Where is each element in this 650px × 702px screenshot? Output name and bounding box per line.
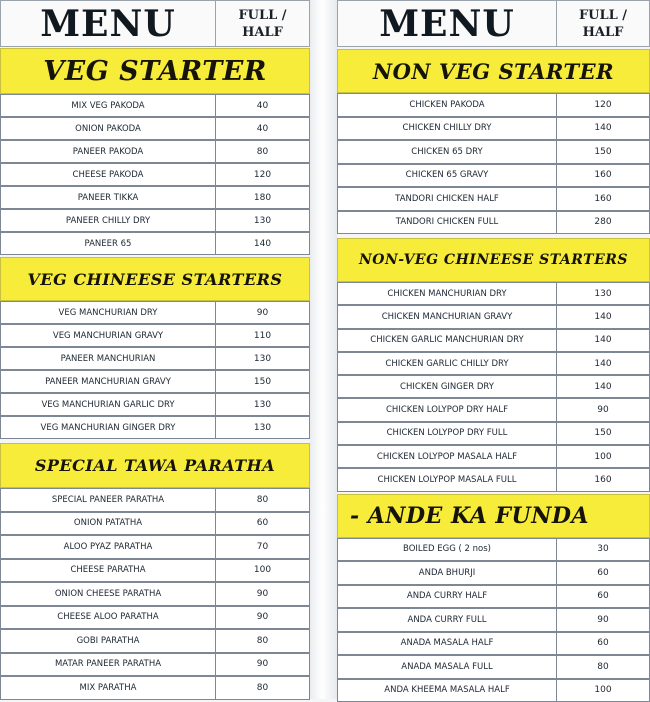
menu-row[interactable] — [0, 629, 310, 653]
item-price: 80 — [216, 629, 310, 653]
menu-row[interactable] — [337, 585, 650, 609]
item-price: 150 — [216, 370, 310, 393]
menu-row[interactable] — [0, 512, 310, 536]
item-price: 90 — [216, 301, 310, 324]
item-name: CHICKEN MANCHURIAN DRY — [337, 282, 557, 305]
menu-row[interactable] — [0, 488, 310, 512]
menu-title: MENU — [0, 0, 216, 47]
menu-row[interactable] — [337, 329, 650, 352]
item-price: 150 — [557, 422, 650, 445]
item-price: 40 — [216, 117, 310, 140]
menu-row[interactable] — [337, 164, 650, 188]
item-price: 140 — [557, 375, 650, 398]
veg-starter-list — [0, 94, 310, 255]
item-name: CHICKEN LOLYPOP MASALA HALF — [337, 445, 557, 468]
item-name: CHEESE PAKODA — [0, 163, 216, 186]
item-price: 70 — [216, 535, 310, 559]
menu-row[interactable] — [337, 538, 650, 562]
full-half-label: FULL / HALF — [216, 0, 310, 47]
item-name: MATAR PANEER PARATHA — [0, 653, 216, 677]
item-name: MIX VEG PAKODA — [0, 94, 216, 117]
menu-row[interactable] — [0, 559, 310, 583]
item-name: PANEER MANCHURIAN — [0, 347, 216, 370]
item-price: 80 — [216, 676, 310, 700]
tawa-paratha-list — [0, 488, 310, 700]
item-name: CHICKEN GARLIC CHILLY DRY — [337, 352, 557, 375]
menu-row[interactable] — [337, 117, 650, 141]
non-veg-starter-list — [337, 93, 650, 234]
item-price: 100 — [557, 445, 650, 468]
item-price: 80 — [557, 655, 650, 679]
item-name: CHEESE PARATHA — [0, 559, 216, 583]
menu-row[interactable] — [0, 186, 310, 209]
menu-row[interactable] — [0, 653, 310, 677]
item-name: MIX PARATHA — [0, 676, 216, 700]
menu-row[interactable] — [337, 93, 650, 117]
item-name: ONION PATATHA — [0, 512, 216, 536]
item-price: 280 — [557, 211, 650, 235]
item-price: 140 — [557, 305, 650, 328]
item-price: 130 — [216, 347, 310, 370]
item-name: PANEER CHILLY DRY — [0, 209, 216, 232]
menu-row[interactable] — [337, 561, 650, 585]
item-name: ANDA BHURJI — [337, 561, 557, 585]
item-name: CHICKEN GARLIC MANCHURIAN DRY — [337, 329, 557, 352]
menu-row[interactable] — [337, 305, 650, 328]
menu-row[interactable] — [337, 352, 650, 375]
item-name: CHICKEN 65 DRY — [337, 140, 557, 164]
item-price: 130 — [216, 393, 310, 416]
menu-row[interactable] — [0, 232, 310, 255]
item-name: CHICKEN PAKODA — [337, 93, 557, 117]
item-name: ANADA MASALA FULL — [337, 655, 557, 679]
item-name: ANDA CURRY FULL — [337, 608, 557, 632]
menu-row[interactable] — [337, 422, 650, 445]
item-price: 90 — [557, 398, 650, 421]
left-header — [0, 0, 310, 47]
menu-row[interactable] — [0, 393, 310, 416]
item-price: 80 — [216, 140, 310, 163]
item-price: 180 — [216, 186, 310, 209]
item-name: TANDORI CHICKEN FULL — [337, 211, 557, 235]
section-ande-ka-funda: - ANDE KA FUNDA — [337, 494, 650, 538]
full-half-label: FULL / HALF — [557, 0, 650, 47]
item-price: 80 — [216, 488, 310, 512]
item-price: 60 — [557, 585, 650, 609]
item-name: TANDORI CHICKEN HALF — [337, 187, 557, 211]
menu-row[interactable] — [0, 117, 310, 140]
item-price: 100 — [557, 679, 650, 702]
menu-title: MENU — [337, 0, 557, 47]
item-price: 100 — [216, 559, 310, 583]
item-name: PANEER TIKKA — [0, 186, 216, 209]
left-menu-column — [0, 0, 310, 700]
menu-row[interactable] — [0, 582, 310, 606]
item-price: 120 — [557, 93, 650, 117]
section-special-tawa-paratha: SPECIAL TAWA PARATHA — [0, 443, 310, 488]
menu-row[interactable] — [0, 535, 310, 559]
menu-row[interactable] — [337, 608, 650, 632]
non-veg-chineese-list — [337, 282, 650, 492]
item-price: 140 — [557, 352, 650, 375]
item-name: CHICKEN LOLYPOP DRY FULL — [337, 422, 557, 445]
item-price: 90 — [557, 608, 650, 632]
item-name: PANEER PAKODA — [0, 140, 216, 163]
center-gutter — [310, 0, 337, 699]
section-non-veg-starter: NON VEG STARTER — [337, 49, 650, 93]
item-name: ONION PAKODA — [0, 117, 216, 140]
item-name: CHEESE ALOO PARATHA — [0, 606, 216, 630]
menu-row[interactable] — [0, 140, 310, 163]
item-name: VEG MANCHURIAN GINGER DRY — [0, 416, 216, 439]
menu-row[interactable] — [337, 282, 650, 305]
item-name: CHICKEN MANCHURIAN GRAVY — [337, 305, 557, 328]
item-price: 60 — [216, 512, 310, 536]
item-price: 160 — [557, 468, 650, 491]
item-price: 160 — [557, 187, 650, 211]
menu-row[interactable] — [337, 187, 650, 211]
menu-row[interactable] — [337, 398, 650, 421]
item-name: CHICKEN CHILLY DRY — [337, 117, 557, 141]
item-price: 40 — [216, 94, 310, 117]
item-price: 140 — [557, 329, 650, 352]
item-price: 90 — [216, 606, 310, 630]
menu-row[interactable] — [0, 676, 310, 700]
item-price: 90 — [216, 582, 310, 606]
item-name: GOBI PARATHA — [0, 629, 216, 653]
ande-ka-funda-list — [337, 538, 650, 702]
item-price: 160 — [557, 164, 650, 188]
menu-row[interactable] — [0, 416, 310, 439]
item-price: 140 — [216, 232, 310, 255]
item-name: ANDA KHEEMA MASALA HALF — [337, 679, 557, 702]
menu-row[interactable] — [0, 94, 310, 117]
item-name: ANADA MASALA HALF — [337, 632, 557, 656]
item-name: VEG MANCHURIAN DRY — [0, 301, 216, 324]
menu-row[interactable] — [0, 163, 310, 186]
item-price: 90 — [216, 653, 310, 677]
item-price: 130 — [216, 209, 310, 232]
item-name: CHICKEN LOLYPOP DRY HALF — [337, 398, 557, 421]
right-header — [337, 0, 650, 47]
menu-row[interactable] — [0, 370, 310, 393]
menu-row[interactable] — [0, 324, 310, 347]
item-name: CHICKEN 65 GRAVY — [337, 164, 557, 188]
item-name: SPECIAL PANEER PARATHA — [0, 488, 216, 512]
item-name: ALOO PYAZ PARATHA — [0, 535, 216, 559]
menu-row[interactable] — [337, 140, 650, 164]
menu-row[interactable] — [0, 301, 310, 324]
item-name: CHICKEN GINGER DRY — [337, 375, 557, 398]
item-name: ONION CHEESE PARATHA — [0, 582, 216, 606]
item-name: PANEER MANCHURIAN GRAVY — [0, 370, 216, 393]
item-price: 130 — [216, 416, 310, 439]
right-menu-column — [337, 0, 650, 702]
item-price: 60 — [557, 561, 650, 585]
item-price: 110 — [216, 324, 310, 347]
menu-row[interactable] — [0, 209, 310, 232]
menu-row[interactable] — [337, 468, 650, 491]
item-name: PANEER 65 — [0, 232, 216, 255]
menu-row[interactable] — [0, 347, 310, 370]
menu-row[interactable] — [337, 655, 650, 679]
section-veg-starter: VEG STARTER — [0, 48, 310, 94]
section-non-veg-chineese-starters: NON-VEG CHINEESE STARTERS — [337, 238, 650, 282]
section-veg-chineese-starters: VEG CHINEESE STARTERS — [0, 257, 310, 301]
item-name: CHICKEN LOLYPOP MASALA FULL — [337, 468, 557, 491]
veg-chineese-list — [0, 301, 310, 439]
menu-row[interactable] — [337, 211, 650, 235]
item-price: 150 — [557, 140, 650, 164]
item-price: 30 — [557, 538, 650, 562]
item-name: BOILED EGG ( 2 nos) — [337, 538, 557, 562]
item-price: 60 — [557, 632, 650, 656]
item-price: 120 — [216, 163, 310, 186]
item-price: 130 — [557, 282, 650, 305]
menu-row[interactable] — [337, 632, 650, 656]
item-name: ANDA CURRY HALF — [337, 585, 557, 609]
menu-row[interactable] — [337, 445, 650, 468]
item-name: VEG MANCHURIAN GRAVY — [0, 324, 216, 347]
menu-row[interactable] — [0, 606, 310, 630]
item-name: VEG MANCHURIAN GARLIC DRY — [0, 393, 216, 416]
item-price: 140 — [557, 117, 650, 141]
menu-row[interactable] — [337, 375, 650, 398]
